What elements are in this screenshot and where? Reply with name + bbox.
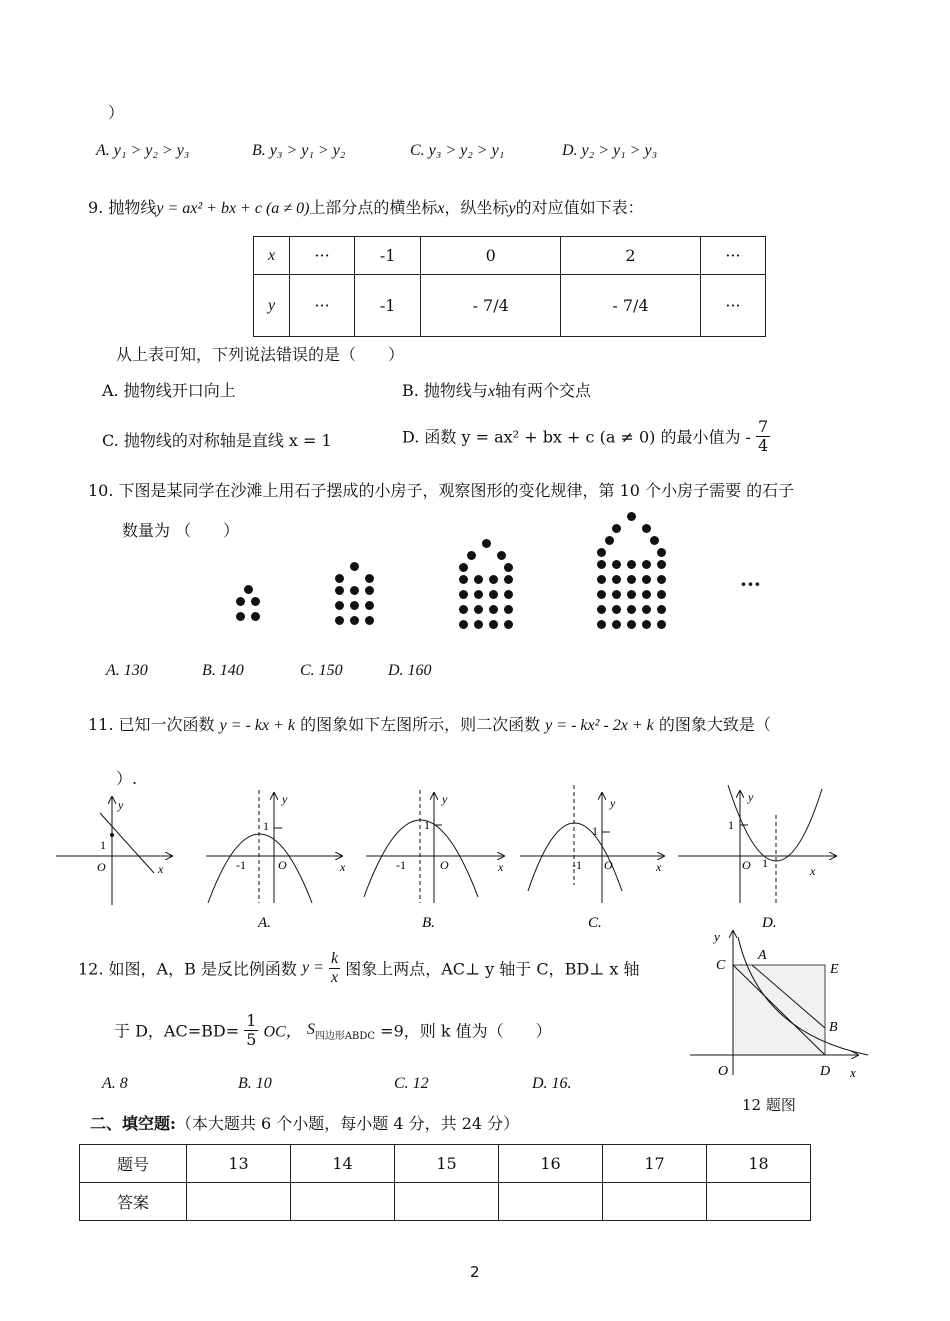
svg-text:-1: -1 (236, 858, 246, 872)
q9-option-d: D. 函数 y = ax² + bx + c (a ≠ 0) 的最小值为 - $\frac{7}{4}$ (402, 417, 769, 455)
pebble (365, 574, 374, 583)
pebble (627, 575, 636, 584)
q8-option-d: D. y₂ > y₁ > y₃ (562, 142, 658, 159)
q12-option-b: B. 10 (238, 1075, 272, 1092)
pebble (612, 524, 621, 533)
pebble (236, 612, 245, 621)
pebble (612, 620, 621, 629)
pebble (236, 597, 245, 606)
pebble (350, 616, 359, 625)
pebble (627, 605, 636, 614)
svg-text:O: O (604, 858, 613, 872)
pebble (489, 590, 498, 599)
pebble (597, 620, 606, 629)
svg-text:-1: -1 (572, 858, 582, 872)
svg-text:O: O (278, 858, 287, 872)
svg-text:1: 1 (762, 856, 768, 870)
answer-cell-14[interactable] (291, 1183, 395, 1221)
q9-cell: ··· (290, 237, 355, 275)
answer-table-head: 题号 (80, 1145, 187, 1183)
q9-table (253, 236, 766, 337)
pebble (474, 590, 483, 599)
svg-text:1: 1 (592, 824, 598, 838)
pebble (605, 536, 614, 545)
pebble (650, 536, 659, 545)
pebble (642, 560, 651, 569)
q8-option-b: B. y₃ > y₁ > y₂ (252, 142, 346, 159)
svg-text:1: 1 (424, 818, 430, 832)
q12-stem: 12. 如图，A，B 是反比例函数 y = $\frac{k}{x}$ 图象上两点，AC⊥ y 轴于 C，BD⊥ x 轴 (78, 950, 640, 986)
svg-text:D: D (820, 1064, 831, 1079)
q8-tail: ） (108, 103, 125, 122)
q10-option-c: C. 150 (300, 662, 343, 679)
answer-cell-17[interactable] (603, 1183, 707, 1221)
svg-text:y: y (610, 796, 616, 810)
pebble (597, 560, 606, 569)
q9-cell: -1 (355, 275, 421, 337)
svg-text:1: 1 (728, 818, 734, 832)
pebble (642, 605, 651, 614)
pebble (335, 574, 344, 583)
q12-figure (690, 925, 875, 1085)
svg-text:E: E (830, 962, 839, 977)
answer-cell-18[interactable] (707, 1183, 811, 1221)
q9-cell: - 7/4 (421, 275, 561, 337)
pebble (244, 585, 253, 594)
pebble (597, 548, 606, 557)
pebble (597, 590, 606, 599)
pebble (612, 575, 621, 584)
svg-text:x: x (810, 864, 816, 878)
q9-cell: ··· (700, 237, 765, 275)
pebble (459, 563, 468, 572)
q11-label-b: B. (422, 915, 435, 931)
q9-stem: 9. 抛物线y = ax² + bx + c (a ≠ 0)上部分点的横坐标x，纵坐标y的对应值如下表： (88, 198, 644, 217)
pebble (350, 601, 359, 610)
pebble (597, 605, 606, 614)
svg-text:1: 1 (263, 819, 269, 833)
pebble (612, 560, 621, 569)
pebble (459, 620, 468, 629)
page-number: 2 (470, 1263, 480, 1281)
svg-text:1: 1 (100, 838, 106, 852)
q9-option-a: A. 抛物线开口向上 (102, 381, 236, 400)
q11-graphs (50, 785, 880, 935)
pebble (657, 590, 666, 599)
q9-cell: 2 (561, 237, 701, 275)
q10-option-a: A. 130 (106, 662, 148, 679)
pebble (251, 597, 260, 606)
pebble (365, 586, 374, 595)
pebble (489, 620, 498, 629)
answer-table (79, 1144, 811, 1221)
pebble (642, 524, 651, 533)
pebble (482, 539, 491, 548)
pebble (642, 620, 651, 629)
pebble (365, 616, 374, 625)
pebble (642, 575, 651, 584)
q10-option-b: B. 140 (202, 662, 244, 679)
svg-text:x: x (850, 1065, 856, 1080)
svg-text:y: y (442, 792, 448, 806)
pebble (459, 605, 468, 614)
pebble (504, 563, 513, 572)
q11-label-d: D. (762, 915, 777, 931)
q10-stem: 10. 下图是某同学在沙滩上用石子摆成的小房子，观察图形的变化规律，第 10 个小房子需要 的石子 (88, 481, 795, 500)
pebble (642, 590, 651, 599)
pebble (504, 605, 513, 614)
pebble (489, 575, 498, 584)
svg-text:B: B (829, 1020, 838, 1035)
q11-graph-c (520, 785, 664, 903)
svg-text:y: y (714, 929, 720, 944)
q9-cell: - 7/4 (561, 275, 701, 337)
pebble (627, 620, 636, 629)
answer-table-head: 18 (707, 1145, 811, 1183)
pebble (365, 601, 374, 610)
svg-text:x: x (158, 862, 164, 876)
q9-formula: y = ax² + bx + c (a ≠ 0) (156, 200, 310, 217)
pebble (459, 575, 468, 584)
pebble (657, 548, 666, 557)
answer-cell-16[interactable] (499, 1183, 603, 1221)
pebble (467, 551, 476, 560)
pebble (612, 605, 621, 614)
q11-graph-d (678, 785, 836, 903)
svg-text:A: A (758, 948, 767, 963)
pebble (627, 560, 636, 569)
q11-stem: 11. 已知一次函数 y = - kx + k 的图象如下左图所示，则二次函数 y = - kx² - 2x + k 的图象大致是（ (88, 715, 771, 734)
q9-cell: 0 (421, 237, 561, 275)
pebble (504, 590, 513, 599)
svg-text:y: y (748, 790, 754, 804)
pebble (474, 605, 483, 614)
pebble (597, 575, 606, 584)
q11-graph-a (206, 790, 346, 903)
pebble (335, 601, 344, 610)
svg-text:O: O (742, 858, 751, 872)
pebble (657, 620, 666, 629)
q10-option-d: D. 160 (388, 662, 432, 679)
pebble (504, 575, 513, 584)
q8-option-c: C. y₃ > y₂ > y₁ (410, 142, 505, 159)
pebble (497, 551, 506, 560)
pebble (350, 586, 359, 595)
q9-cell: x (254, 237, 290, 275)
pebble (474, 575, 483, 584)
q9-option-b: B. 抛物线与x轴有两个交点 (402, 381, 592, 400)
q12-option-a: A. 8 (102, 1075, 128, 1092)
answer-cell-13[interactable] (187, 1183, 291, 1221)
q10-ellipsis: ··· (740, 572, 761, 596)
answer-table-label: 答案 (80, 1183, 187, 1221)
svg-text:-1: -1 (396, 858, 406, 872)
pebble (350, 562, 359, 571)
pebble (251, 612, 260, 621)
pebble (504, 620, 513, 629)
svg-text:x: x (498, 860, 504, 874)
q9-cell: y (254, 275, 290, 337)
q9-intro: 从上表可知，下列说法错误的是（ ） (116, 345, 405, 364)
pebble (459, 590, 468, 599)
pebble (335, 616, 344, 625)
pebble (474, 620, 483, 629)
q8-option-a: A. y₁ > y₂ > y₃ (96, 142, 190, 159)
q11-label-a: A. (258, 915, 271, 931)
section-2-header: 二、填空题:（本大题共 6 个小题，每小题 4 分，共 24 分） (90, 1114, 520, 1133)
q12-figure-caption: 12 题图 (742, 1096, 796, 1114)
answer-table-head: 16 (499, 1145, 603, 1183)
pebble (657, 560, 666, 569)
answer-table-head: 14 (291, 1145, 395, 1183)
q11-graph-b (364, 790, 504, 903)
svg-text:x: x (340, 860, 346, 874)
pebble (489, 605, 498, 614)
pebble (657, 575, 666, 584)
q11-label-c: C. (588, 915, 602, 931)
q11-linear-graph (56, 797, 172, 905)
pebble (335, 586, 344, 595)
svg-text:O: O (440, 858, 449, 872)
pebble (627, 512, 636, 521)
svg-text:C: C (716, 958, 726, 973)
svg-text:x: x (656, 860, 662, 874)
svg-text:O: O (718, 1064, 729, 1079)
q9-option-c: C. 抛物线的对称轴是直线 x = 1 (102, 431, 332, 450)
svg-text:y: y (282, 792, 288, 806)
pebble (627, 590, 636, 599)
q10-stem-2: 数量为 （ ） (122, 521, 240, 540)
answer-cell-15[interactable] (395, 1183, 499, 1221)
q11-tail: ）. (116, 769, 138, 788)
pebble (612, 590, 621, 599)
q9-cell: -1 (355, 237, 421, 275)
svg-text:y: y (118, 798, 124, 812)
q9-cell: ··· (290, 275, 355, 337)
q12-option-d: D. 16. (532, 1075, 572, 1092)
q9-cell: ··· (700, 275, 765, 337)
q12-option-c: C. 12 (394, 1075, 429, 1092)
q12-stem-2: 于 D，AC=BD= $\frac{1}{5}$ OC， $S_{四边形ABDC} =9$，则 k 值为（ ） (114, 1011, 552, 1049)
pebble (657, 605, 666, 614)
answer-table-head: 17 (603, 1145, 707, 1183)
answer-table-head: 13 (187, 1145, 291, 1183)
svg-text:O: O (97, 860, 106, 874)
answer-table-head: 15 (395, 1145, 499, 1183)
